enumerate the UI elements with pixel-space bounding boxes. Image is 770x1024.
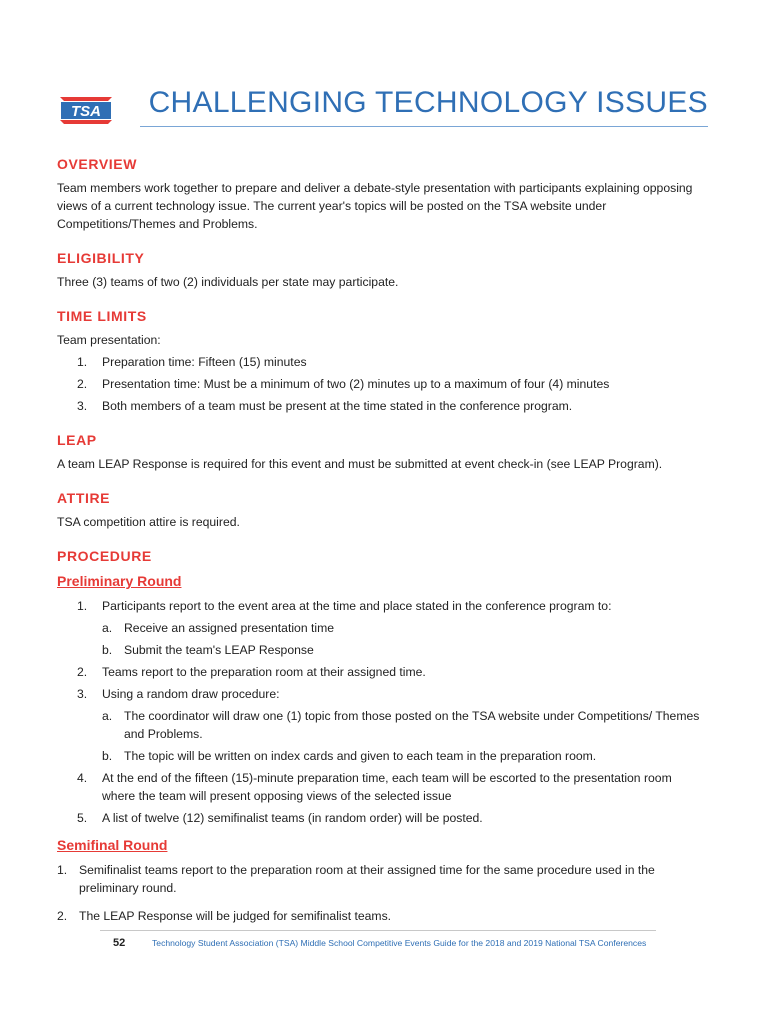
sub-list-item [57,641,707,659]
tsa-logo [58,93,114,127]
list-text: The topic will be written on index cards and given to each team in the preparation room. [124,749,597,763]
heading-procedure: PROCEDURE [57,548,152,564]
sub-list-item [57,747,707,765]
list-item [57,597,707,615]
section-overview [57,153,707,233]
list-item [57,769,707,805]
footer-divider [100,930,656,931]
list-number: 2. [77,377,88,391]
document-body [57,153,707,935]
list-text: Participants report to the event area at the time and place stated in the conference program to: [102,599,612,613]
heading-time-limits: TIME LIMITS [57,308,147,324]
list-item [57,397,707,415]
leap-text: A team LEAP Response is required for this event and must be submitted at event check-in (see LEAP Program). [57,457,663,471]
list-number: 2. [57,909,68,923]
section-attire [57,487,707,531]
page-title: CHALLENGING TECHNOLOGY ISSUES [148,86,708,119]
sub-list-item [57,619,707,637]
list-number: 2. [77,665,88,679]
list-number: 3. [77,399,88,413]
list-letter: a. [102,621,113,635]
section-eligibility [57,247,707,291]
list-number: 1. [77,599,88,613]
list-text: The LEAP Response will be judged for semifinalist teams. [79,909,392,923]
eligibility-text: Three (3) teams of two (2) individuals per state may participate. [57,275,399,289]
list-item [57,375,707,393]
heading-leap: LEAP [57,432,97,448]
list-item [57,907,707,925]
section-leap [57,429,707,473]
list-text: Both members of a team must be present at the time stated in the conference program. [102,399,573,413]
attire-text: TSA competition attire is required. [57,515,240,529]
list-text: At the end of the fifteen (15)-minute preparation time, each team will be escorted to the presentation room where the team will present opposing views of the selected issue [102,771,672,803]
heading-overview: OVERVIEW [57,156,138,172]
list-text: Teams report to the preparation room at their assigned time. [102,665,426,679]
section-time-limits [57,305,707,415]
heading-semifinal-round: Semifinal Round [57,837,168,853]
list-letter: b. [102,643,113,657]
list-number: 1. [57,863,68,877]
logo-text: TSA [71,103,101,120]
list-letter: a. [102,709,113,723]
title-divider [140,126,708,127]
list-text: Using a random draw procedure: [102,687,280,701]
list-text: A list of twelve (12) semifinalist teams (in random order) will be posted. [102,811,483,825]
list-number: 4. [77,771,88,785]
overview-text: Team members work together to prepare and deliver a debate-style presentation with participants explaining opposing views of a current technology issue. The current year's topics will be posted on the TSA website under Competitions/Themes and Problems. [57,181,693,231]
list-text: Preparation time: Fifteen (15) minutes [102,355,307,369]
heading-preliminary-round: Preliminary Round [57,573,182,589]
list-text: The coordinator will draw one (1) topic from those posted on the TSA website under Competitions/ Themes and Problems. [124,709,700,741]
time-limits-intro: Team presentation: [57,333,161,347]
list-text: Submit the team's LEAP Response [124,643,314,657]
list-letter: b. [102,749,113,763]
section-procedure [57,545,707,925]
list-text: Receive an assigned presentation time [124,621,335,635]
list-text: Semifinalist teams report to the preparation room at their assigned time for the same procedure used in the preliminary round. [79,863,655,895]
sub-list-item [57,707,707,743]
list-text: Presentation time: Must be a minimum of two (2) minutes up to a maximum of four (4) minutes [102,377,610,391]
list-item [57,663,707,681]
list-item [57,809,707,827]
list-number: 5. [77,811,88,825]
page-number: 52 [113,937,126,949]
list-number: 1. [77,355,88,369]
heading-eligibility: ELIGIBILITY [57,250,145,266]
heading-attire: ATTIRE [57,490,111,506]
list-item [57,685,707,703]
list-item [57,353,707,371]
list-number: 3. [77,687,88,701]
footer-text: Technology Student Association (TSA) Middle School Competitive Events Guide for the 2018 and 2019 National TSA Conferences [152,938,647,948]
list-item [57,861,707,897]
